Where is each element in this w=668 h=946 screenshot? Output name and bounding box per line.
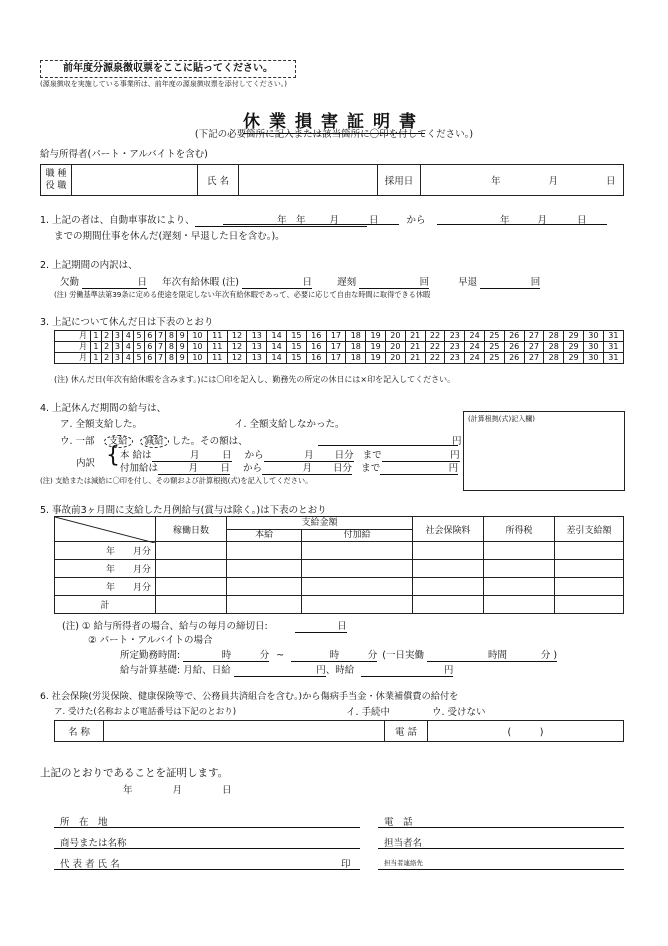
day-cell[interactable]: 21: [405, 331, 425, 342]
day-cell[interactable]: 27: [524, 353, 544, 364]
day-cell[interactable]: 22: [425, 353, 445, 364]
option-partial: ウ. 一部 支給 減給 した。その額は、: [60, 436, 248, 447]
stamp-box: [40, 60, 296, 78]
partial-amount-line[interactable]: [318, 445, 458, 446]
contact-line[interactable]: [378, 869, 624, 870]
day-cell[interactable]: 8: [166, 331, 177, 342]
day-cell[interactable]: 29: [564, 342, 584, 353]
month-cell[interactable]: 月: [55, 353, 91, 364]
day-cell[interactable]: 9: [177, 353, 188, 364]
company-line[interactable]: [54, 848, 360, 849]
day-cell[interactable]: 3: [112, 353, 123, 364]
reduced-circle-option[interactable]: 減給: [140, 435, 169, 448]
day-cell[interactable]: 22: [425, 342, 445, 353]
day-cell[interactable]: 29: [564, 331, 584, 342]
section-5-heading: 5. 事故前3ヶ月間に支給した月例給与(賞与は除く。)は下表のとおり: [40, 505, 327, 516]
absence-day-table: [54, 330, 624, 364]
option-full-paid[interactable]: ア. 全額支給した。: [60, 419, 143, 430]
day-cell[interactable]: 16: [306, 342, 326, 353]
day-cell[interactable]: 4: [123, 342, 134, 353]
cert-date[interactable]: 年 月 日: [123, 785, 232, 796]
day-cell[interactable]: 12: [227, 331, 247, 342]
day-cell[interactable]: 12: [227, 353, 247, 364]
day-row: [55, 342, 624, 353]
late-count[interactable]: 回: [359, 274, 429, 289]
day-cell[interactable]: 20: [386, 331, 406, 342]
salary-table: 稼働日数 支給金額 社会保険料 所得税 差引支給額 本給 付加給 年 月分 年 月分 年 月分 計: [54, 516, 624, 614]
day-cell[interactable]: 12: [227, 342, 247, 353]
day-cell[interactable]: 5: [134, 331, 145, 342]
absence-days[interactable]: 日: [82, 274, 147, 289]
option-received[interactable]: ア. 受けた(名称および電話番号は下記のとおり): [54, 707, 237, 717]
section-3-note: (注) 休んだ日(年次有給休暇を含みます。)には〇印を記入し、勤務先の所定の休日には×印を記入してください。: [54, 375, 456, 384]
page-subtitle: (下記の必要箇所に記入または該当箇所に〇印を付してください。): [194, 129, 474, 140]
day-cell[interactable]: 1: [91, 342, 102, 353]
day-cell[interactable]: 13: [247, 331, 267, 342]
day-cell[interactable]: 7: [155, 342, 166, 353]
leave-start-date-line[interactable]: [223, 224, 399, 225]
day-cell[interactable]: 30: [583, 342, 603, 353]
paid-circle-option[interactable]: 支給: [104, 435, 133, 448]
day-cell[interactable]: 23: [445, 331, 465, 342]
day-cell[interactable]: 6: [144, 353, 155, 364]
day-cell[interactable]: 25: [484, 331, 504, 342]
insurance-name-field[interactable]: [104, 721, 385, 742]
option-in-progress[interactable]: イ. 手続中: [346, 707, 391, 718]
day-cell[interactable]: 17: [326, 342, 346, 353]
day-cell[interactable]: 21: [405, 342, 425, 353]
day-cell[interactable]: 15: [287, 331, 307, 342]
accident-date[interactable]: 年: [195, 212, 367, 227]
day-cell[interactable]: 11: [207, 353, 227, 364]
day-cell[interactable]: 19: [366, 331, 386, 342]
job-field[interactable]: [72, 165, 198, 196]
day-cell[interactable]: 27: [524, 342, 544, 353]
section-3-heading: 3. 上記について休んだ日は下表のとおり: [40, 317, 214, 328]
day-cell[interactable]: 3: [112, 331, 123, 342]
day-cell[interactable]: 4: [123, 331, 134, 342]
day-cell[interactable]: 10: [188, 342, 208, 353]
note-2: ② パート・アルバイトの場合: [88, 635, 213, 646]
calc-basis-box[interactable]: (計算根拠(式)記入欄): [463, 411, 625, 491]
day-cell[interactable]: 21: [405, 353, 425, 364]
hire-date-field[interactable]: 年 月 日: [421, 165, 624, 196]
day-cell[interactable]: 26: [504, 342, 524, 353]
day-cell[interactable]: 20: [386, 353, 406, 364]
day-cell[interactable]: 9: [177, 342, 188, 353]
month-cell[interactable]: 月: [55, 331, 91, 342]
day-cell[interactable]: 15: [287, 353, 307, 364]
day-cell[interactable]: 25: [484, 353, 504, 364]
page-title: 休業損害証明書: [243, 112, 425, 132]
table-row: 年 月分: [55, 560, 624, 578]
day-cell[interactable]: 9: [177, 331, 188, 342]
day-cell[interactable]: 28: [544, 353, 564, 364]
day-cell[interactable]: 30: [583, 331, 603, 342]
representative-line[interactable]: [54, 869, 360, 870]
paid-leave-days[interactable]: 日: [242, 274, 312, 289]
day-cell[interactable]: 7: [155, 353, 166, 364]
day-cell[interactable]: 29: [564, 353, 584, 364]
day-cell[interactable]: 16: [306, 331, 326, 342]
day-cell[interactable]: 30: [583, 353, 603, 364]
certification-text: 上記のとおりであることを証明します。: [40, 767, 229, 779]
day-cell[interactable]: 2: [101, 331, 112, 342]
early-count[interactable]: 回: [480, 274, 540, 289]
day-cell[interactable]: 6: [144, 331, 155, 342]
day-cell[interactable]: 19: [366, 342, 386, 353]
day-cell[interactable]: 31: [603, 331, 623, 342]
insurance-table: 名 称 電 話 ( ): [54, 720, 624, 742]
phone-line[interactable]: [378, 827, 624, 828]
day-cell[interactable]: 31: [603, 353, 623, 364]
person-line[interactable]: [378, 848, 624, 849]
day-cell[interactable]: 3: [112, 342, 123, 353]
day-cell[interactable]: 18: [346, 353, 366, 364]
day-cell[interactable]: 19: [366, 353, 386, 364]
day-cell[interactable]: 13: [247, 353, 267, 364]
option-not-paid[interactable]: イ. 全額支給しなかった。: [234, 419, 345, 430]
extra-pay-row: 付加給は 月 日 から 月 日分 まで 円: [120, 460, 458, 475]
day-cell[interactable]: 8: [166, 353, 177, 364]
seal-mark: 印: [341, 859, 351, 870]
option-not-receive[interactable]: ウ. 受けない: [432, 707, 486, 718]
day-cell[interactable]: 23: [445, 342, 465, 353]
day-cell[interactable]: 17: [326, 353, 346, 364]
day-cell[interactable]: 18: [346, 331, 366, 342]
day-cell[interactable]: 1: [91, 331, 102, 342]
base-pay-row: 本 給は 月 日 から 月 日分 まで 円: [120, 447, 460, 462]
day-cell[interactable]: 16: [306, 353, 326, 364]
day-cell[interactable]: 20: [386, 342, 406, 353]
stamp-label: 前年度分源泉徴収票をここに貼ってください。: [63, 63, 273, 74]
day-row: [55, 353, 624, 364]
day-cell[interactable]: 24: [465, 331, 485, 342]
day-cell[interactable]: 2: [101, 342, 112, 353]
table-row: 年 月分: [55, 542, 624, 560]
section-1: 1. 上記の者は、自動車事故により、 年: [40, 212, 367, 227]
day-cell[interactable]: 13: [247, 342, 267, 353]
day-cell[interactable]: 14: [267, 331, 287, 342]
brace: {: [106, 443, 120, 468]
day-cell[interactable]: 10: [188, 331, 208, 342]
section-2-heading: 2. 上記期間の内訳は、: [40, 260, 138, 271]
day-cell[interactable]: 1: [91, 353, 102, 364]
day-cell[interactable]: 17: [326, 331, 346, 342]
section-4-heading: 4. 上記休んだ期間の給与は、: [40, 403, 167, 414]
name-field[interactable]: [239, 165, 378, 196]
day-cell[interactable]: 27: [524, 331, 544, 342]
table-row: 年 月分: [55, 578, 624, 596]
closing-day[interactable]: 日: [295, 618, 347, 633]
day-cell[interactable]: 22: [425, 331, 445, 342]
day-row: [55, 331, 624, 342]
day-cell[interactable]: 6: [144, 342, 155, 353]
payee-label: 給与所得者(パート・アルバイトを含む): [40, 149, 208, 160]
month-cell[interactable]: 月: [55, 342, 91, 353]
section-2-breakdown: 欠勤 日 年次有給休暇 (注) 日 遅刻 回 早退 回: [60, 274, 540, 289]
note-1: (注) ① 給与所得者の場合、給与の毎月の締切日: 日: [62, 618, 347, 633]
day-cell[interactable]: 14: [267, 353, 287, 364]
day-cell[interactable]: 25: [484, 342, 504, 353]
day-cell[interactable]: 11: [207, 331, 227, 342]
work-hours-row: 所定勤務時間: 時 分 ~ 時 分 (一日実働 時間 分 ): [120, 647, 557, 662]
stamp-note: (源泉徴収を実施している事業所は、前年度の源泉徴収票を添付してください。): [40, 80, 287, 88]
day-cell[interactable]: 5: [134, 353, 145, 364]
day-cell[interactable]: 2: [101, 353, 112, 364]
day-cell[interactable]: 18: [346, 342, 366, 353]
day-cell[interactable]: 8: [166, 342, 177, 353]
calc-basis-row: 給与計算基礎: 月給、日給 円、時給 円: [120, 662, 453, 677]
day-cell[interactable]: 31: [603, 342, 623, 353]
day-cell[interactable]: 28: [544, 331, 564, 342]
insurance-phone-field[interactable]: ( ): [428, 721, 624, 742]
day-cell[interactable]: 24: [465, 342, 485, 353]
address-line[interactable]: [54, 827, 360, 828]
info-table: 職 種 役 職 氏 名 採用日 年 月 日: [40, 164, 624, 196]
day-cell[interactable]: 4: [123, 353, 134, 364]
day-cell[interactable]: 23: [445, 353, 465, 364]
day-cell[interactable]: 24: [465, 353, 485, 364]
day-cell[interactable]: 26: [504, 331, 524, 342]
day-cell[interactable]: 5: [134, 342, 145, 353]
diagonal-line: [55, 517, 155, 543]
table-row: 計: [55, 596, 624, 614]
day-cell[interactable]: 15: [287, 342, 307, 353]
day-cell[interactable]: 10: [188, 353, 208, 364]
day-cell[interactable]: 14: [267, 342, 287, 353]
day-cell[interactable]: 28: [544, 342, 564, 353]
day-cell[interactable]: 7: [155, 331, 166, 342]
section-2-note: (注) 労働基準法第39条に定める使途を限定しない年次有給休暇であって、必要に応じて自由な時間に取得できる休暇: [54, 290, 431, 299]
day-cell[interactable]: 26: [504, 353, 524, 364]
section-6-heading: 6. 社会保険(労災保険、健康保険等で、公務員共済組合を含む。)から傷病手当金・休業補償費の給付を: [40, 691, 459, 702]
section-4-note: (注) 支給または減給に〇印を付し、その額および計算根拠(式)を記入してください。: [40, 476, 313, 485]
day-cell[interactable]: 11: [207, 342, 227, 353]
